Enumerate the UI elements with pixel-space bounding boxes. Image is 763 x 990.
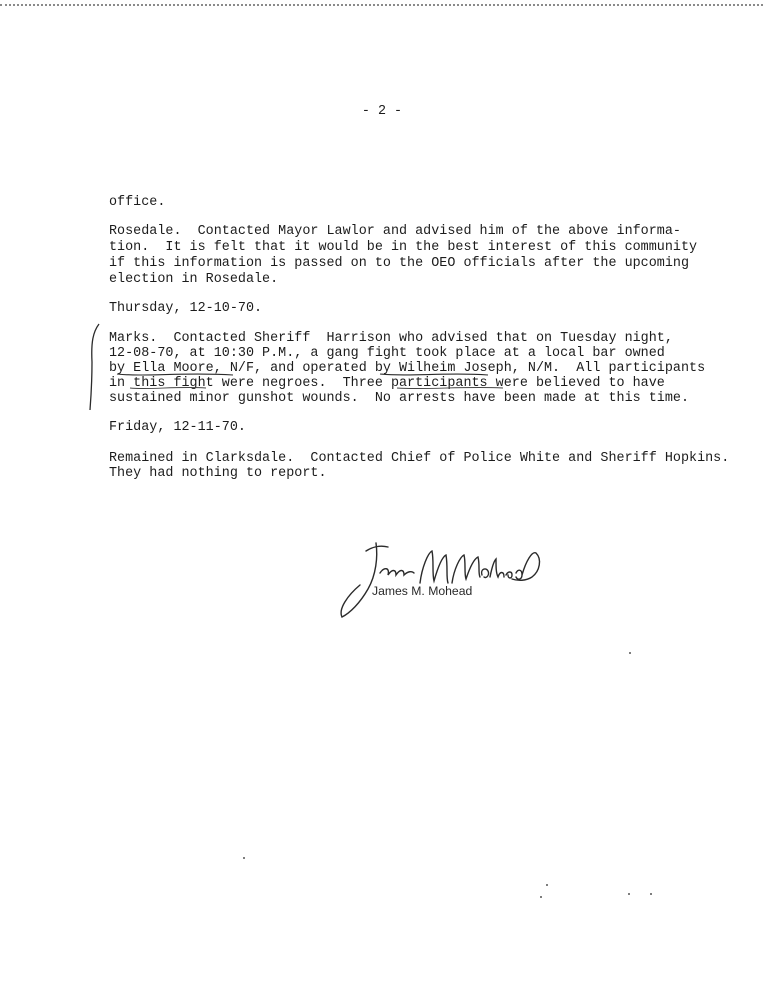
handwritten-underline-mark xyxy=(115,371,235,379)
scan-speck xyxy=(546,884,548,886)
page-number: - 2 - xyxy=(361,104,403,119)
text-line: Marks. Contacted Sheriff Harrison who advised that on Tuesday night, xyxy=(109,331,673,346)
scan-speck xyxy=(629,652,631,654)
text-line: by Ella Moore, N/F, and operated by Wilheim Joseph, N/M. All participants xyxy=(109,361,706,376)
margin-bracket-mark xyxy=(88,322,100,412)
signer-typed-name: James M. Mohead xyxy=(372,584,473,598)
scan-speck xyxy=(243,857,245,859)
scan-speck xyxy=(628,893,630,895)
handwritten-underline-mark xyxy=(378,371,490,379)
text-line: election in Rosedale. xyxy=(109,272,279,287)
text-line: 12-08-70, at 10:30 P.M., a gang fight took place at a local bar owned xyxy=(109,346,665,361)
handwritten-signature xyxy=(336,537,546,619)
scan-speck xyxy=(540,896,542,898)
scan-speck xyxy=(650,893,652,895)
text-line: Rosedale. Contacted Mayor Lawlor and advised him of the above informa- xyxy=(109,224,681,239)
handwritten-underline-mark xyxy=(395,385,505,391)
text-line: office. xyxy=(109,195,166,210)
date-heading: Thursday, 12-10-70. xyxy=(109,301,263,316)
date-heading: Friday, 12-11-70. xyxy=(109,420,246,435)
handwritten-underline-mark xyxy=(128,385,208,391)
text-line: They had nothing to report. xyxy=(109,466,327,481)
text-line: in this fight were negroes. Three participants were believed to have xyxy=(109,376,665,391)
text-line: sustained minor gunshot wounds. No arrests have been made at this time. xyxy=(109,391,690,406)
text-line: tion. It is felt that it would be in the best interest of this community xyxy=(109,240,698,255)
page-top-edge xyxy=(0,0,763,6)
text-line: Remained in Clarksdale. Contacted Chief of Police White and Sheriff Hopkins. xyxy=(109,451,730,466)
text-line: if this information is passed on to the OEO officials after the upcoming xyxy=(109,256,690,271)
